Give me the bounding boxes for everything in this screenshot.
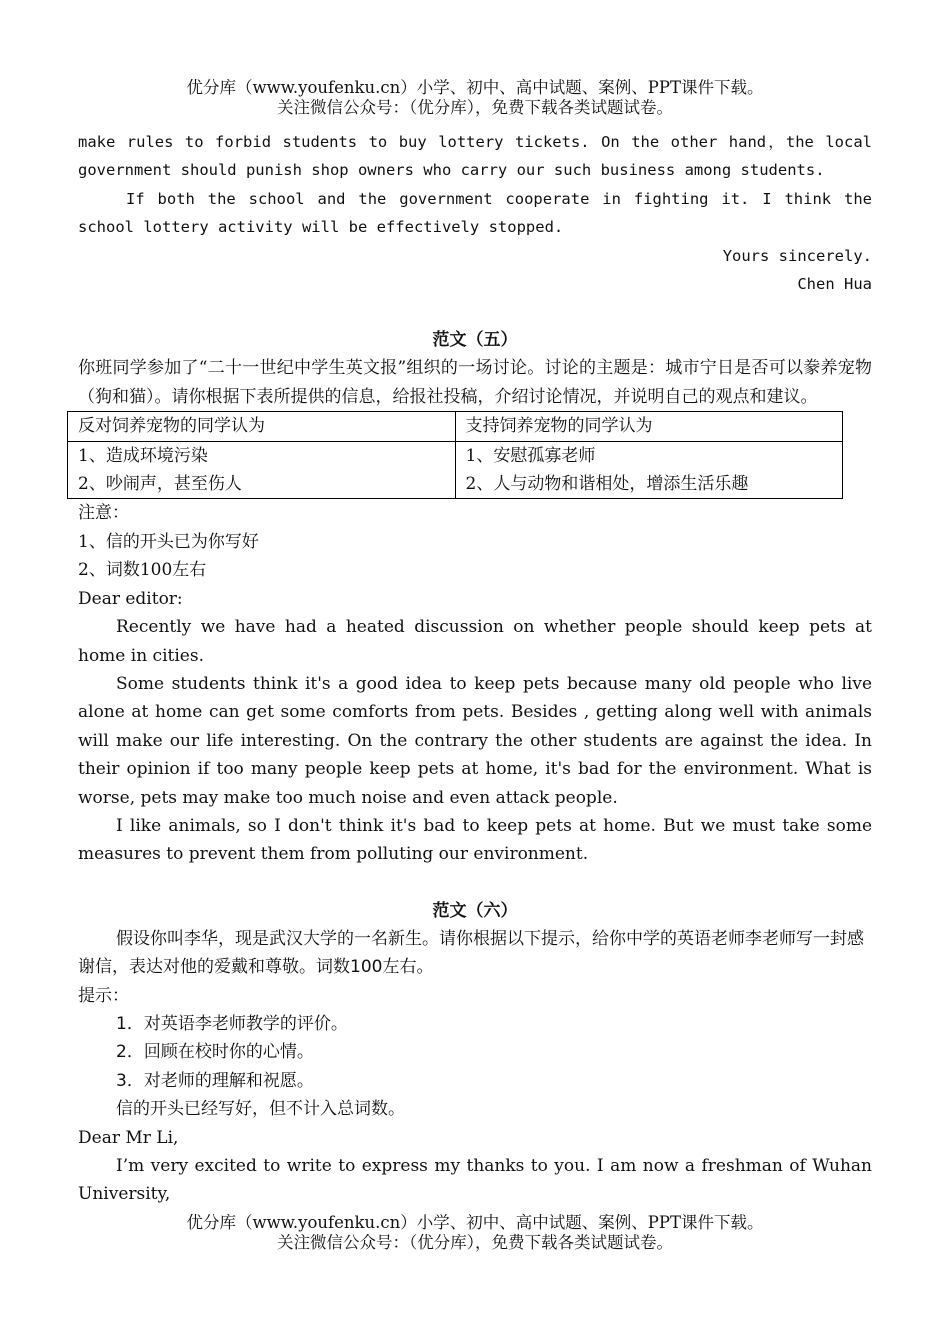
letter-four-continuation [78, 128, 872, 298]
essay6-hint-4: 信的开头已经写好，但不计入总词数。 [116, 1099, 405, 1120]
essay6-title: 范文（六） [432, 900, 518, 921]
essay5-note-1: 1、信的开头已为你写好 [78, 531, 259, 552]
letter4-closing: Yours sincerely. [722, 246, 872, 265]
essay-five [78, 326, 872, 868]
table-header-row [68, 412, 843, 441]
essay6-hint-3: 3．对老师的理解和祝愿。 [116, 1070, 314, 1091]
header-line-2: 关注微信公众号：（优分库），免费下载各类试题试卷。 [277, 98, 673, 117]
header-line-1: 优分库（www.youfenku.cn）小学、初中、高中试题、案例、PPT课件下载。 [186, 78, 764, 97]
opinion-table [67, 411, 843, 499]
page-header [0, 78, 950, 118]
footer-line-1: 优分库（www.youfenku.cn）小学、初中、高中试题、案例、PPT课件下载。 [186, 1213, 764, 1232]
letter4-paragraph-1: make rules to forbid students to buy lottery tickets. On the other hand，the local government should punish shop owners who carry our such business among students. [78, 133, 872, 180]
essay5-title: 范文（五） [432, 330, 518, 351]
essay5-paragraph-3: I like animals, so I don't think it's bad to keep pets at home. But we must take some measures to prevent them from polluting our environment. [78, 815, 872, 865]
essay-six [78, 897, 872, 1209]
for-point-2: 2、人与动物和谐相处，增添生活乐趣 [465, 474, 749, 495]
essay5-paragraph-2: Some students think it's a good idea to keep pets because many old people who live alone at home can get some comforts from pets. Besides , getting along well with animals will make our life interesting. On the contrary the other students are against the idea. In their opinion if too many people keep pets at home, it's bad for the environment. What is worse, pets may make too much noise and even attack people. [78, 673, 872, 808]
page-content [78, 128, 872, 1209]
essay6-paragraph-1: I’m very excited to write to express my thanks to you. I am now a freshman of Wuhan University, [78, 1156, 872, 1205]
table-row [68, 441, 843, 499]
essay6-hint-1: 1．对英语李老师教学的评价。 [116, 1013, 348, 1034]
essay6-prompt: 假设你叫李华，现是武汉大学的一名新生。请你根据以下提示，给你中学的英语老师李老师写一封感谢信，表达对他的爱戴和尊敬。词数100左右。 [78, 928, 864, 978]
against-point-2: 2、吵闹声，甚至伤人 [78, 474, 242, 495]
header-against: 反对饲养宠物的同学认为 [68, 412, 456, 441]
footer-line-2: 关注微信公众号：（优分库），免费下载各类试题试卷。 [277, 1233, 673, 1252]
essay6-instructions [78, 925, 872, 1124]
for-point-1: 1、安慰孤寡老师 [465, 445, 596, 466]
header-for: 支持饲养宠物的同学认为 [455, 412, 843, 441]
essay6-hint-label: 提示： [78, 985, 129, 1006]
essay5-note-2: 2、词数100左右 [78, 560, 207, 581]
letter4-signature: Chen Hua [797, 275, 872, 294]
page-footer [0, 1213, 950, 1253]
essay5-note-label: 注意： [78, 503, 129, 524]
essay6-hint-2: 2．回顾在校时你的心情。 [116, 1042, 314, 1063]
against-point-1: 1、造成环境污染 [78, 445, 208, 466]
letter4-paragraph-2: If both the school and the government cooperate in fighting it. I think the school lottery activity will be effectively stopped. [78, 189, 872, 237]
essay6-salutation: Dear Mr Li, [78, 1127, 179, 1148]
essay5-salutation: Dear editor: [78, 588, 183, 609]
essay5-prompt: 你班同学参加了“二十一世纪中学生英文报”组织的一场讨论。讨论的主题是：城市宁日是否可以豢养宠物（狗和猫）。请你根据下表所提供的信息，给报社投稿，介绍讨论情况，并说明自己的观点和建议。 [78, 358, 872, 407]
essay5-paragraph-1: Recently we have had a heated discussion on whether people should keep pets at home in cities. [78, 617, 872, 666]
